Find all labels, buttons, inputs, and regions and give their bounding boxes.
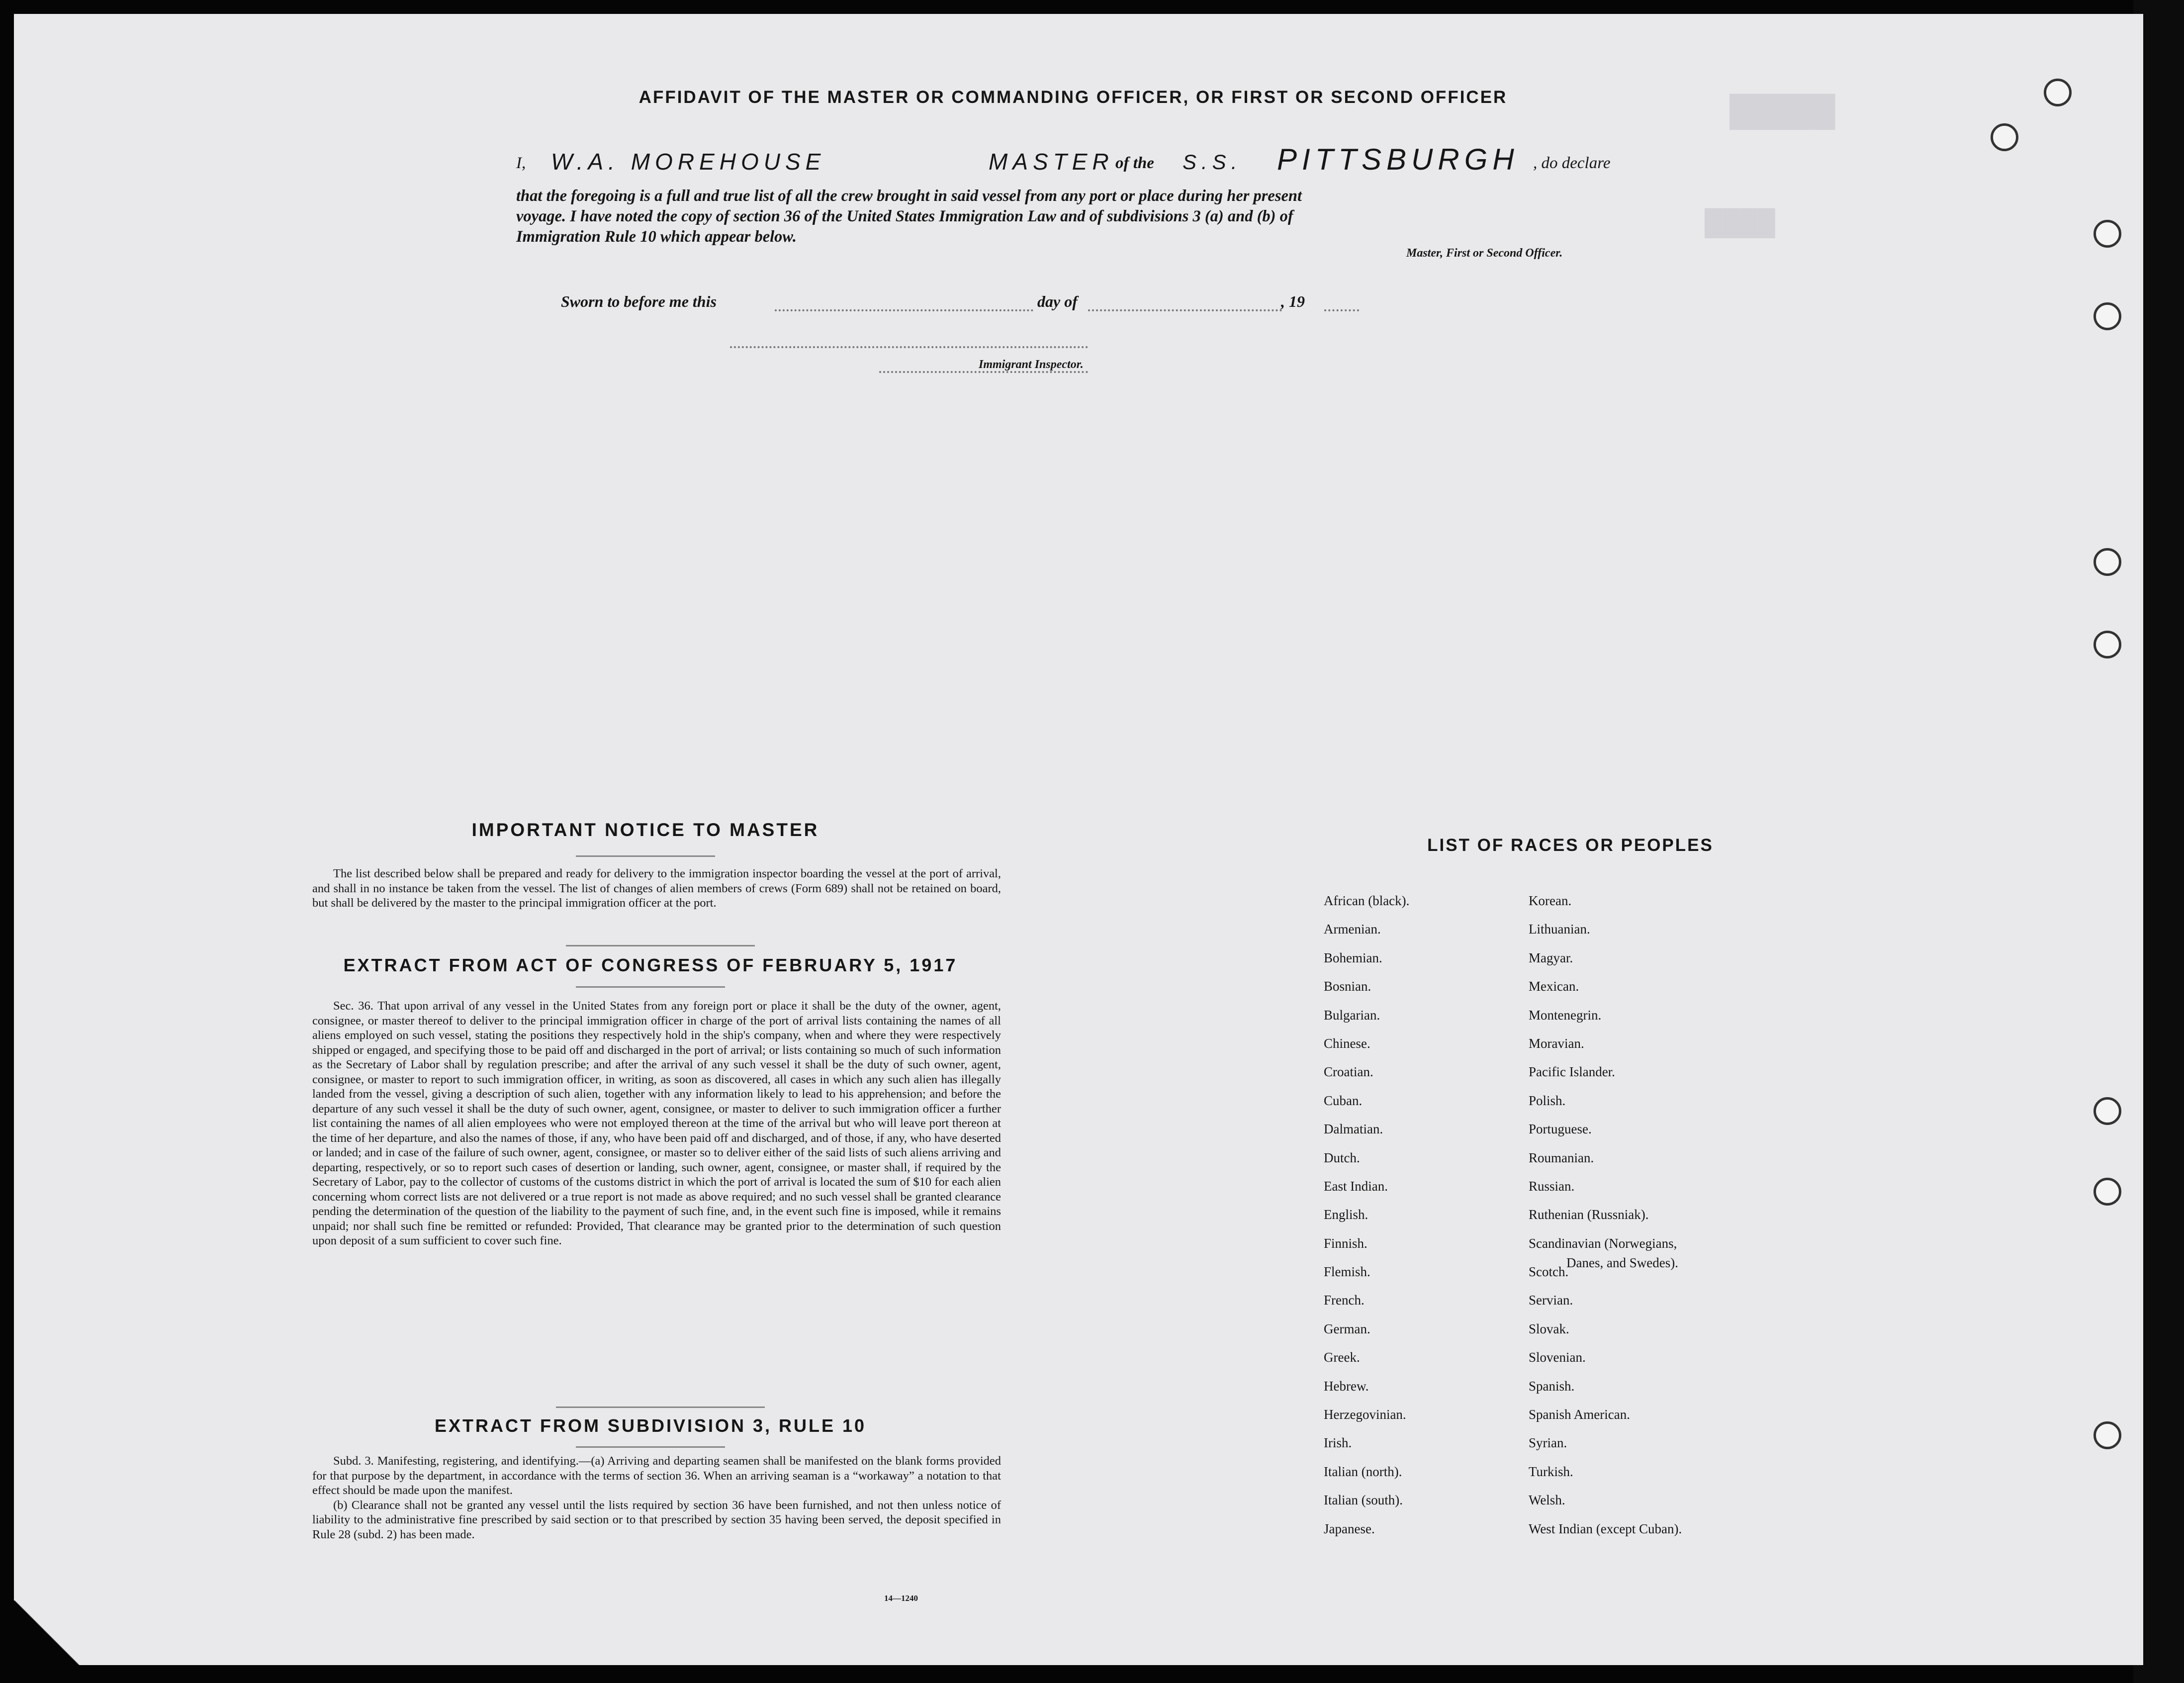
sworn-line: [561, 292, 1357, 322]
punch-hole: [2093, 548, 2121, 576]
affidavit-body: [516, 186, 1680, 247]
race-item: Greek.: [1324, 1350, 1360, 1365]
ss-handwritten: S.S.: [1183, 150, 1242, 174]
do-declare-label: , do declare: [1533, 154, 1611, 172]
punch-hole: [2093, 1097, 2121, 1125]
punch-hole: [2093, 1178, 2121, 1206]
race-item: Pacific Islander.: [1529, 1064, 1615, 1080]
vessel-name-handwritten: PITTSBURGH: [1277, 143, 1519, 176]
race-item: Moravian.: [1529, 1035, 1584, 1051]
race-item: Italian (south).: [1324, 1493, 1403, 1508]
races-title: LIST OF RACES OR PEOPLES: [1427, 836, 1714, 855]
race-item: German.: [1324, 1321, 1370, 1336]
race-item: Scandinavian (Norwegians,: [1529, 1235, 1677, 1251]
i-label: I,: [516, 154, 526, 172]
race-item: Slovak.: [1529, 1321, 1569, 1336]
rule-paragraph-b: (b) Clearance shall not be granted any vessel until the lists required by section 36 have been furnished, and not then unless notice of liability to the administrative fine prescribed by said section or to that prescribed by section 35 having been served, the deposit specified in Rule 28 (subd. 2) has been made.: [312, 1498, 1001, 1541]
sworn-year-field: [1324, 309, 1359, 311]
officer-signature-caption: Master, First or Second Officer.: [1406, 247, 1563, 260]
race-item: Croatian.: [1324, 1064, 1373, 1080]
race-item: Turkish.: [1529, 1464, 1573, 1479]
race-item: Magyar.: [1529, 950, 1573, 965]
race-item: Korean.: [1529, 893, 1572, 908]
notice-divider: [566, 945, 755, 946]
act-extract-title: EXTRACT FROM ACT OF CONGRESS OF FEBRUARY 5, 1917: [343, 955, 958, 975]
affidavit-body-line: that the foregoing is a full and true list of all the crew brought in said vessel from any port or place during her present: [516, 187, 1302, 205]
inspector-signature-field: [730, 346, 1088, 348]
form-number: 14—1240: [884, 1593, 918, 1603]
race-item: West Indian (except Cuban).: [1529, 1521, 1682, 1536]
sworn-date-field: [775, 309, 1033, 311]
affidavit-body-line: voyage. I have noted the copy of section 36 of the United States Immigration Law and of subdivisions 3 (a) and (b) of: [516, 207, 1293, 225]
affidavit-heading: AFFIDAVIT OF THE MASTER OR COMMANDING OFFICER, OR FIRST OR SECOND OFFICER: [638, 88, 1508, 107]
race-item: Russian.: [1529, 1178, 1575, 1194]
races-right-column: [1529, 893, 1847, 1550]
rule-extract-title: EXTRACT FROM SUBDIVISION 3, RULE 10: [434, 1415, 867, 1436]
of-the-label: of the: [1115, 154, 1154, 172]
race-item-continuation: Danes, and Swedes).: [1566, 1255, 1678, 1270]
race-item: Bohemian.: [1324, 950, 1382, 965]
notice-title: IMPORTANT NOTICE TO MASTER: [471, 820, 819, 840]
master-name-handwritten: W.A. MOREHOUSE: [551, 149, 826, 175]
act-extract-rule: [576, 986, 725, 988]
race-item: Spanish.: [1529, 1378, 1575, 1394]
race-item: Chinese.: [1324, 1035, 1370, 1051]
race-item: Polish.: [1529, 1093, 1566, 1108]
race-item: Irish.: [1324, 1435, 1352, 1451]
punch-hole: [2093, 302, 2121, 330]
act-extract-divider: [556, 1406, 765, 1408]
sworn-month-field: [1088, 309, 1282, 311]
punch-hole: [2093, 220, 2121, 248]
rank-handwritten: MASTER: [989, 149, 1114, 175]
races-left-column: [1324, 893, 1513, 1550]
race-item: African (black).: [1324, 893, 1410, 908]
race-item: Roumanian.: [1529, 1150, 1594, 1165]
manifest-page: [14, 14, 2143, 1665]
bleed-through-ghost: █████: [1729, 94, 1835, 127]
race-item: Mexican.: [1529, 979, 1579, 994]
race-item: Ruthenian (Russniak).: [1529, 1207, 1649, 1222]
race-item: Dutch.: [1324, 1150, 1360, 1165]
sworn-label: Sworn to before me this: [561, 292, 717, 310]
race-item: Cuban.: [1324, 1093, 1363, 1108]
race-item: Lithuanian.: [1529, 922, 1590, 937]
act-extract-text: [312, 999, 1001, 1248]
race-item: French.: [1324, 1293, 1365, 1308]
race-item: Herzegovinian.: [1324, 1407, 1406, 1422]
race-item: Spanish American.: [1529, 1407, 1630, 1422]
rule-paragraph-a: Subd. 3. Manifesting, registering, and identifying.—(a) Arriving and departing seamen shall be manifested on the blank forms provided for that purpose by the department, in accordance with the terms of section 36. When an arriving seaman is a “workaway” a notation to that effect should be made upon the manifest.: [312, 1454, 1001, 1497]
inspector-caption: Immigrant Inspector.: [979, 358, 1084, 371]
race-item: Servian.: [1529, 1293, 1573, 1308]
race-item: Portuguese.: [1529, 1122, 1592, 1137]
notice-paragraph: The list described below shall be prepared and ready for delivery to the immigration inspector boarding the vessel at the port of arrival, and shall in no instance be taken from the vessel. The list of changes of alien members of crews (Form 689) shall not be retained on board, but shall be delivered by the master to the principal immigration officer at the port.: [312, 867, 1001, 910]
race-item: Slovenian.: [1529, 1350, 1586, 1365]
punch-hole: [2093, 1421, 2121, 1449]
day-of-label: day of: [1037, 292, 1078, 310]
race-item: Syrian.: [1529, 1435, 1567, 1451]
rule-extract-rule: [576, 1446, 725, 1448]
race-item: Flemish.: [1324, 1264, 1370, 1280]
affidavit-body-line: Immigration Rule 10 which appear below.: [516, 228, 797, 246]
bleed-through-ghost-2: ████: [1705, 208, 1775, 236]
race-item: Bosnian.: [1324, 979, 1371, 994]
race-item: Armenian.: [1324, 922, 1381, 937]
section-36-paragraph: Sec. 36. That upon arrival of any vessel in the United States from any foreign port or place it shall be the duty of the owner, agent, consignee, or master thereof to deliver to the principal immigration officer in charge of the port of arrival lists containing the names of all aliens employed on such vessel, stating the positions they respectively hold in the ship's company, when and where they were respectively shipped or engaged, and specifying those to be paid off and discharged in the port of arrival; or lists containing so much of such information as the Secretary of Labor shall by regulation prescribe; and after the arrival of any such vessel it shall be the duty of such owner, agent, consignee, or master to report to such immigration officer, in writing, as soon as discovered, all cases in which any such alien has illegally landed from the vessel, giving a description of such alien, together with any information likely to lead to his apprehension; and before the departure of any such vessel it shall be the duty of such owner, agent, consignee, or master to deliver to such immigration officer a further list containing the names of all alien employees who were not employed thereon at the time of the arrival but who will leave port thereon at the time of her departure, and also the names of those, if any, who have been paid off and discharged, and of those, if any, who have deserted or landed; and in case of the failure of such owner, agent, consignee, or master so to deliver either of the said lists of such aliens arriving and departing, respectively, or so to report such cases of desertion or landing, such owner, agent, consignee, or master shall, if required by the Secretary of Labor, pay to the collector of customs of the customs district in which the port of arrival is located the sum of $10 for each alien concerning whom correct lists are not delivered or a true report is not made as above required; and no such vessel shall be granted clearance pending the determination of the question of the liability to the payment of such fine, and, in the event such fine is imposed, while it remains unpaid; nor shall such fine be remitted or refunded: Provided, That clearance may be granted prior to the determination of such question upon deposit of a sum sufficient to cover such fine.: [312, 999, 1001, 1247]
punch-hole: [1991, 123, 2018, 151]
race-item: Japanese.: [1324, 1521, 1375, 1536]
notice-text: [312, 866, 1001, 911]
declaration-line: [516, 143, 1675, 183]
rule-extract-text: [312, 1454, 1001, 1542]
race-item: Welsh.: [1529, 1493, 1565, 1508]
race-item: Hebrew.: [1324, 1378, 1369, 1394]
race-item: Scotch.: [1529, 1264, 1569, 1280]
race-item: East Indian.: [1324, 1178, 1388, 1194]
torn-corner: [14, 1600, 84, 1665]
notice-rule: [576, 855, 715, 857]
race-item: Dalmatian.: [1324, 1122, 1383, 1137]
race-item: Montenegrin.: [1529, 1007, 1602, 1023]
punch-hole: [2093, 631, 2121, 658]
race-item: Italian (north).: [1324, 1464, 1402, 1479]
year-prefix-label: , 19: [1281, 292, 1305, 310]
race-item: Finnish.: [1324, 1235, 1367, 1251]
race-item: Bulgarian.: [1324, 1007, 1380, 1023]
race-item: English.: [1324, 1207, 1368, 1222]
